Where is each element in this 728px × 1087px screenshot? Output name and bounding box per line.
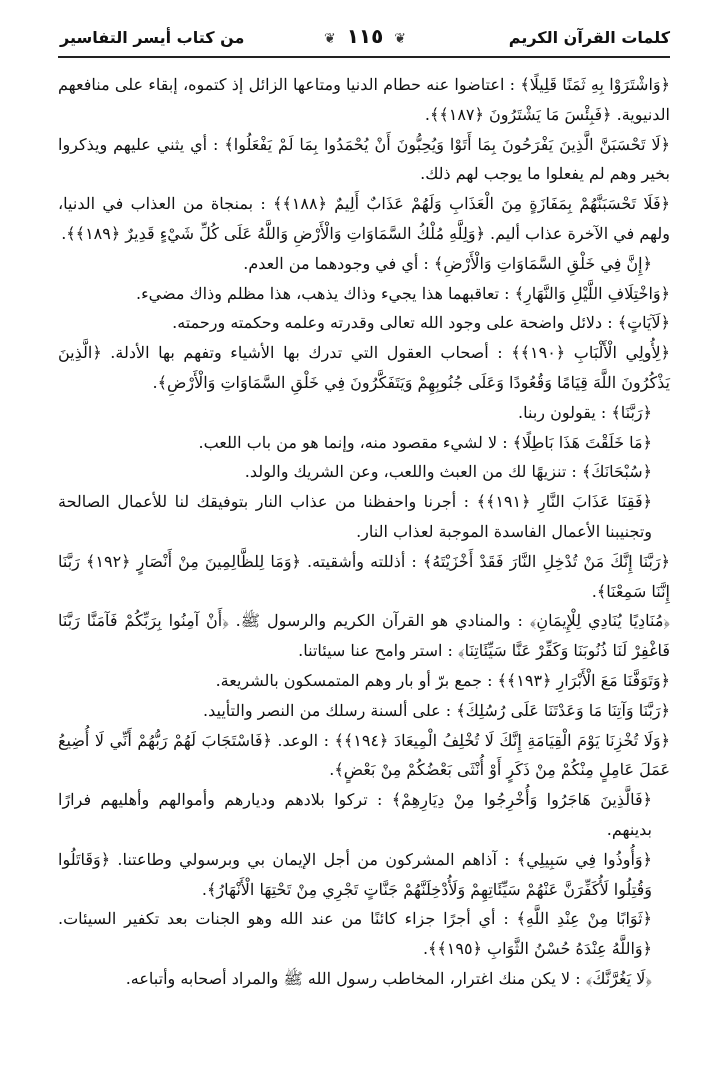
paragraph: ﴿فَالَّذِينَ هَاجَرُوا وَأُخْرِجُوا مِنْ دِيَارِهِمْ﴾ : تركوا بلادهم وديارهم وأموالهم وأهليهم فرارًا بدينهم.: [58, 790, 652, 839]
ornament-left-icon: ❦: [323, 31, 336, 47]
paragraph: ﴿وَاخْتِلَافِ اللَّيْلِ وَالنَّهَارِ﴾ : تعاقبهما هذا يجيء وذاك يذهب، هذا مظلم وذاك مضيء.: [136, 283, 670, 303]
paragraph: ﴿مَا خَلَقْتَ هَذَا بَاطِلًا﴾ : لا لشيء مقصود منه، وإنما هو من باب اللعب.: [198, 432, 652, 452]
page-header: [60, 24, 670, 58]
header-rule: [58, 56, 670, 58]
page-number: ١١٥: [346, 24, 384, 48]
paragraph: ﴿لَا تَحْسَبَنَّ الَّذِينَ يَفْرَحُونَ بِمَا أَتَوْا وَيُحِبُّونَ أَنْ يُحْمَدُوا بِمَا لَمْ يَفْعَلُوا﴾ : أي يثني عليهم ويذكروا بخير وهم لم يفعلوا ما يوجب لهم ذلك.: [58, 134, 670, 184]
paragraph: ﴿ثَوَابًا مِنْ عِنْدِ اللَّهِ﴾ : أي أجرًا جزاء كائنًا من عند الله وهو الجنات بعد تكفير السيئات. ﴿وَاللَّهُ عِنْدَهُ حُسْنُ الثَّوَابِ ﴿١٩٥﴾﴾.: [58, 909, 652, 959]
paragraph: ﴿فَلَا تَحْسَبَنَّهُمْ بِمَفَازَةٍ مِنَ الْعَذَابِ وَلَهُمْ عَذَابٌ أَلِيمٌ ﴿١٨٨﴾﴾ : بمنجاة من العذاب في الدنيا، ولهم في الآخرة عذاب أليم. ﴿وَلِلَّهِ مُلْكُ السَّمَاوَاتِ وَالْأَرْضِ وَاللَّهُ عَلَى كُلِّ شَيْءٍ قَدِيرٌ ﴿١٨٩﴾﴾.: [58, 194, 670, 243]
paragraph: ﴿رَبَّنَا إِنَّكَ مَنْ تُدْخِلِ النَّارَ فَقَدْ أَخْزَيْتَهُ﴾ : أذللته وأشقيته. ﴿وَمَا لِلظَّالِمِينَ مِنْ أَنْصَارٍ ﴿١٩٢﴾ رَبَّنَا إِنَّنَا سَمِعْنَا﴾.: [58, 551, 671, 601]
paragraph: ﴿إِنَّ فِي خَلْقِ السَّمَاوَاتِ وَالْأَرْضِ﴾ : أي في وجودهما من العدم.: [243, 253, 652, 273]
paragraph: ﴿سُبْحَانَكَ﴾ : تنزيهًا لك من العبث واللعب، وعن الشريك والولد.: [244, 462, 652, 482]
paragraph: ﴿لَا يَغُرَّنَّكَ﴾ : لا يكن منك اغترار، المخاطب رسول الله ﷺ والمراد أصحابه وأتباعه.: [125, 968, 652, 988]
book-title: كلمات القرآن الكريم: [508, 28, 670, 47]
source-title: من كتاب أيسر التفاسير: [60, 28, 245, 47]
paragraph: ﴿لَآيَاتٍ﴾ : دلائل واضحة على وجود الله تعالى وقدرته وعلمه وحكمته ورحمته.: [172, 313, 670, 333]
paragraph: ﴿وَاشْتَرَوْا بِهِ ثَمَنًا قَلِيلًا﴾ : اعتاضوا عنه حطام الدنيا ومتاعها الزائل إذ كتموه، إبقاء على منافعهم الدنيوية. ﴿فَبِئْسَ مَا يَشْتَرُونَ ﴿١٨٧﴾﴾.: [58, 75, 671, 124]
ornament-right-icon: ❦: [394, 31, 407, 47]
paragraph: ﴿وَتَوَفَّنَا مَعَ الْأَبْرَارِ ﴿١٩٣﴾﴾ : جمع برّ أو بار وهم المتمسكون بالشريعة.: [215, 670, 670, 690]
page-body: [58, 70, 670, 994]
paragraph: ﴿رَبَّنَا﴾ : يقولون ربنا.: [518, 402, 652, 422]
paragraph: ﴿وَأُوذُوا فِي سَبِيلِي﴾ : آذاهم المشركون من أجل الإيمان بي وبرسولي وطاعتنا. ﴿وَقَاتَلُوا وَقُتِلُوا لَأُكَفِّرَنَّ عَنْهُمْ سَيِّئَاتِهِمْ وَلَأُدْخِلَنَّهُمْ جَنَّاتٍ تَجْرِي مِنْ تَحْتِهَا الْأَنْهَارُ﴾.: [58, 849, 652, 899]
paragraph: ﴿فَقِنَا عَذَابَ النَّارِ ﴿١٩١﴾﴾ : أجرنا واحفظنا من عذاب النار بتوفيقك لنا للأعمال الصالحة وتجنيبنا الأعمال الفاسدة الموجبة لعذاب النار.: [58, 492, 653, 541]
paragraph: ﴿وَلَا تُخْزِنَا يَوْمَ الْقِيَامَةِ إِنَّكَ لَا تُخْلِفُ الْمِيعَادَ ﴿١٩٤﴾﴾ : الوعد. ﴿فَاسْتَجَابَ لَهُمْ رَبُّهُمْ أَنِّي لَا أُضِيعُ عَمَلَ عَامِلٍ مِنْكُمْ مِنْ ذَكَرٍ أَوْ أُنْثَى بَعْضُكُمْ مِنْ بَعْضٍ﴾.: [58, 730, 670, 780]
paragraph: ﴿لِأُولِي الْأَلْبَابِ ﴿١٩٠﴾﴾ : أصحاب العقول التي تدرك بها الأشياء وتفهم بها الأدلة. ﴿الَّذِينَ يَذْكُرُونَ اللَّهَ قِيَامًا وَقُعُودًا وَعَلَى جُنُوبِهِمْ وَيَتَفَكَّرُونَ فِي خَلْقِ السَّمَاوَاتِ وَالْأَرْضِ﴾.: [58, 343, 670, 392]
paragraph: ﴿رَبَّنَا وَآتِنَا مَا وَعَدْتَنَا عَلَى رُسُلِكَ﴾ : على ألسنة رسلك من النصر والتأييد.: [203, 700, 670, 720]
paragraph: ﴿مُنَادِيًا يُنَادِي لِلْإِيمَانِ﴾ : والمنادي هو القرآن الكريم والرسول ﷺ. ﴿أَنْ آمِنُوا بِرَبِّكُمْ فَآمَنَّا رَبَّنَا فَاغْفِرْ لَنَا ذُنُوبَنَا وَكَفِّرْ عَنَّا سَيِّئَاتِنَا﴾ : استر وامح عنا سيئاتنا.: [58, 611, 670, 661]
